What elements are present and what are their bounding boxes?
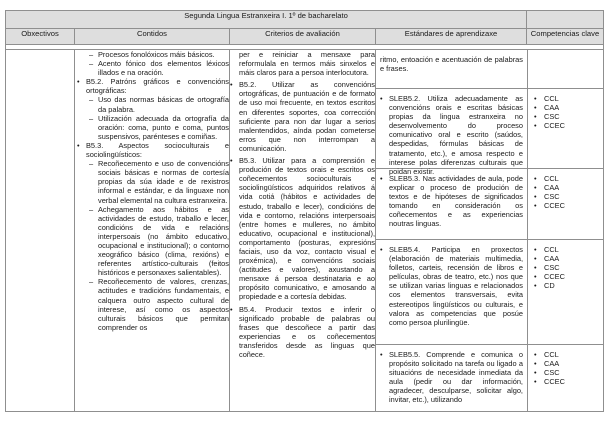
- bullet-icon: •: [534, 350, 537, 359]
- bullet-icon: •: [534, 183, 537, 193]
- estandar-item: [380, 92, 523, 176]
- bullet-icon: •: [534, 368, 537, 378]
- bullet-icon: •: [534, 263, 537, 273]
- competencia-item: [534, 121, 599, 130]
- table-title: Segunda Lingua Estranxeira I. 1º de bacharelato: [6, 11, 527, 29]
- column-header-criterios: Criterios de avaliación: [230, 29, 376, 45]
- contidos-item: [77, 141, 229, 159]
- competencia-item: [534, 192, 599, 201]
- contidos-cell: [75, 50, 230, 412]
- dash-icon: –: [89, 204, 94, 214]
- estandar-text: SLEB5.3. Nas actividades de aula, pode explicar o proceso de produción de textos e de hipóteses de significados tomando en consideración os coñecementos e as experiencias noutras linguas.: [389, 174, 523, 229]
- estandar-row: [376, 88, 603, 176]
- column-header-competencias: Competencias clave: [527, 29, 604, 45]
- bullet-icon: •: [380, 245, 383, 254]
- bullet-icon: •: [77, 140, 80, 150]
- bullet-icon: •: [534, 192, 537, 202]
- criterio-text: B5.3. Utilizar para a comprensión e produción de textos orais e escritos os coñecementos socioculturais e sociolingüísticos adquiridos relativos á vida cotiá (hábitos e actividades de estudo, traballo e lecer), condicións de vida e contorno, relacións interpersoais (entre homes e mulleres, no ámbito educativo, ocupacional e institucional), comportamento (posturas, expresións faciais, uso da voz, contacto visual e proxémica), e convencións sociais (actitudes e valores), axustando a mensaxe á persoa destinataria e ao propósito comunicativo, e amosando a propiedade e a cortesía debidas.: [239, 156, 375, 302]
- competencia-item: [534, 174, 599, 183]
- bullet-icon: •: [534, 174, 537, 183]
- competencias-cell: [528, 240, 603, 344]
- bullet-icon: •: [380, 350, 383, 359]
- estandar-row: [376, 50, 603, 88]
- competencia-code: CSC: [544, 263, 560, 273]
- bullet-icon: •: [534, 121, 537, 131]
- contidos-text: Utilización adecuada da ortografía da oración: coma, punto e coma, puntos suspensivos, parénteses e comiñas.: [98, 113, 229, 141]
- estandar-row: [376, 239, 603, 344]
- estandar-text: SLEB5.4. Participa en proxectos (elaboración de materiais multimedia, folletos, carteis, recensión de libros e películas, obras de teatro, etc.) nos que se utilizan varias linguas e relacionados cos elementos transversais, evita estereotipos lingüísticos ou culturais, e valora as competencias que posúe como persoa plurilingüe.: [389, 245, 523, 327]
- estandar-text: SLEB5.5. Comprende e comunica o propósito solicitado na tarefa ou ligado a situacións de necesidade inmediata da aula (pedir ou dar información, agradecer, desculparse, solicitar algo, invitar, etc.), utilizando: [389, 350, 523, 405]
- column-header-contidos: Contidos: [75, 29, 230, 45]
- competencia-code: CAA: [544, 359, 560, 369]
- contidos-item: [77, 77, 229, 95]
- dash-icon: –: [89, 95, 94, 105]
- contidos-text: Achegamento aos hábitos e as actividades de estudo, traballo e lecer, condicións de vida e relacións interpersoais (no ámbito educativo, ocupacional e institucional); o contorno xeográfico básico (clima, rexións) e referentes artístico-culturais (feitos históricos e personaxes salientables).: [98, 204, 229, 278]
- competencia-code: CSC: [544, 112, 560, 122]
- competencias-cell: [528, 169, 603, 239]
- competencia-item: [534, 201, 599, 210]
- dash-icon: –: [89, 50, 94, 59]
- bullet-icon: •: [534, 359, 537, 369]
- bullet-icon: •: [534, 112, 537, 122]
- competencia-item: [534, 183, 599, 192]
- bullet-icon: •: [77, 77, 80, 87]
- competencias-cell: [528, 50, 603, 88]
- contidos-item: [89, 205, 229, 278]
- contidos-item: [89, 59, 229, 77]
- competencia-code: CCEC: [544, 272, 565, 282]
- contidos-item: [89, 114, 229, 141]
- dash-icon: –: [89, 159, 94, 169]
- contidos-text: Uso das normas básicas de ortografía da palabra.: [98, 95, 229, 114]
- estandar-text: SLEB5.2. Utiliza adecuadamente as convencións orais e escritas básicas propias da lingua estranxeira no desenvolvemento do proceso comunicativo oral e escrito (saúdos, despedidas, fórmulas básicas de tratamento, etc.), e amosa respecto e interese polas diferenzas culturais que poidan existir.: [389, 94, 523, 176]
- competencia-code: CAA: [544, 103, 560, 113]
- competencia-item: [534, 103, 599, 112]
- bullet-icon: •: [534, 377, 537, 387]
- contidos-text: B5.3. Aspectos socioculturais e sociolingüísticos:: [86, 140, 229, 160]
- contidos-text: B5.2. Patróns gráficos e convencións ortográficas:: [86, 77, 229, 96]
- competencias-cell: [528, 345, 603, 411]
- bullet-icon: •: [534, 103, 537, 113]
- obxectivos-cell: [6, 50, 75, 412]
- contidos-item: [89, 159, 229, 204]
- competencia-item: [534, 263, 599, 272]
- estandar-item: [380, 243, 523, 327]
- competencias-list: [528, 345, 603, 386]
- bullet-icon: •: [380, 94, 383, 103]
- competencia-item: [534, 359, 599, 368]
- bullet-icon: •: [380, 174, 383, 183]
- competencia-item: [534, 254, 599, 263]
- estandar-text: ritmo, entoación e acentuación de palabras e frases.: [380, 55, 523, 74]
- estandar-block: [376, 169, 528, 239]
- competencia-code: CSC: [544, 368, 560, 378]
- competencia-item: [534, 281, 599, 290]
- competencia-code: CCL: [544, 94, 559, 103]
- contidos-text: Recoñecemento e uso de convencións sociais básicas e normas de cortesía propias da súa idade e de rexistros informal e estándar, e da linguaxe non verbal elemental na cultura estranxeira.: [98, 159, 229, 205]
- bullet-icon: •: [534, 94, 537, 103]
- competencia-item: [534, 272, 599, 281]
- estandar-block: [376, 50, 528, 88]
- dash-icon: –: [89, 113, 94, 123]
- competencia-code: CCL: [544, 174, 559, 183]
- estandar-block: [376, 240, 528, 344]
- contidos-text: Recoñecemento de valores, crenzas, actitudes e tradicións fundamentais, e calquera outro aspecto cultural de interese, así como os aspectos culturais básicos que permitan comprender os: [98, 277, 229, 332]
- competencia-code: CCEC: [544, 377, 565, 387]
- criterio-item: [230, 50, 375, 77]
- contidos-text: Acento fónico dos elementos léxicos illados e na oración.: [98, 59, 229, 78]
- competencia-code: CAA: [544, 183, 560, 193]
- estandar-item: [380, 172, 523, 229]
- competencia-item: [534, 245, 599, 254]
- competencia-code: CD: [544, 281, 555, 291]
- competencias-list: [528, 89, 603, 130]
- competencia-item: [534, 112, 599, 121]
- competencia-item: [534, 94, 599, 103]
- competencia-code: CSC: [544, 192, 560, 202]
- criterio-text: per e reiniciar a mensaxe para reformulala en termos máis sinxelos e máis claros para a persoa interlocutora.: [239, 50, 375, 78]
- competencia-code: CCL: [544, 245, 559, 254]
- bullet-icon: •: [230, 156, 233, 166]
- competencia-code: CAA: [544, 254, 560, 264]
- estandar-row: [376, 168, 603, 239]
- bullet-icon: •: [534, 201, 537, 211]
- bullet-icon: •: [534, 272, 537, 282]
- criterios-cell: [230, 50, 376, 412]
- contidos-item: [89, 95, 229, 113]
- estandar-item: [380, 348, 523, 405]
- criterio-text: B5.4. Producir textos e inferir o significado probable de palabras ou frases que descoñece a partir das experiencias e os coñecementos transferidos desde as linguas que coñece.: [239, 304, 375, 359]
- criterio-item: [230, 80, 375, 153]
- criterio-item: [230, 305, 375, 360]
- dash-icon: –: [89, 277, 94, 287]
- bullet-icon: •: [534, 281, 537, 291]
- bullet-icon: •: [534, 245, 537, 254]
- competencias-list: [528, 169, 603, 210]
- dash-icon: –: [89, 59, 94, 69]
- bullet-icon: •: [230, 304, 233, 314]
- competencia-item: [534, 368, 599, 377]
- estandar-block: [376, 89, 528, 176]
- bullet-icon: •: [534, 254, 537, 264]
- contidos-item: [89, 50, 229, 59]
- criterio-text: B5.2. Utilizar as convencións ortográficas, de puntuación e de formato de uso moi frecuente, en textos escritos en diferentes soportes, coa corrección suficiente para non dar lugar a serios malentendidos, aínda podan cometerse erros que non interrompan a comunicación.: [239, 80, 375, 153]
- contidos-item: [89, 277, 229, 332]
- competencias-list: [528, 240, 603, 290]
- competencias-list: [528, 50, 603, 55]
- competencia-code: CCEC: [544, 121, 565, 131]
- table-title-corner: [527, 11, 604, 29]
- criterio-item: [230, 156, 375, 302]
- column-header-obxectivos: Obxectivos: [6, 29, 75, 45]
- estandar-item: [380, 53, 523, 73]
- competencia-code: CCEC: [544, 201, 565, 211]
- competencia-code: CCL: [544, 350, 559, 359]
- estandares-cell: [376, 50, 604, 412]
- estandar-row: [376, 344, 603, 411]
- competencias-cell: [528, 89, 603, 168]
- competencia-item: [534, 350, 599, 359]
- curriculum-table: [5, 10, 604, 412]
- estandar-block: [376, 345, 528, 411]
- competencia-item: [534, 377, 599, 386]
- bullet-icon: •: [230, 80, 233, 90]
- column-header-estandares: Estándares de aprendizaxe: [376, 29, 527, 45]
- contidos-text: Procesos fonolóxicos máis básicos.: [98, 50, 215, 59]
